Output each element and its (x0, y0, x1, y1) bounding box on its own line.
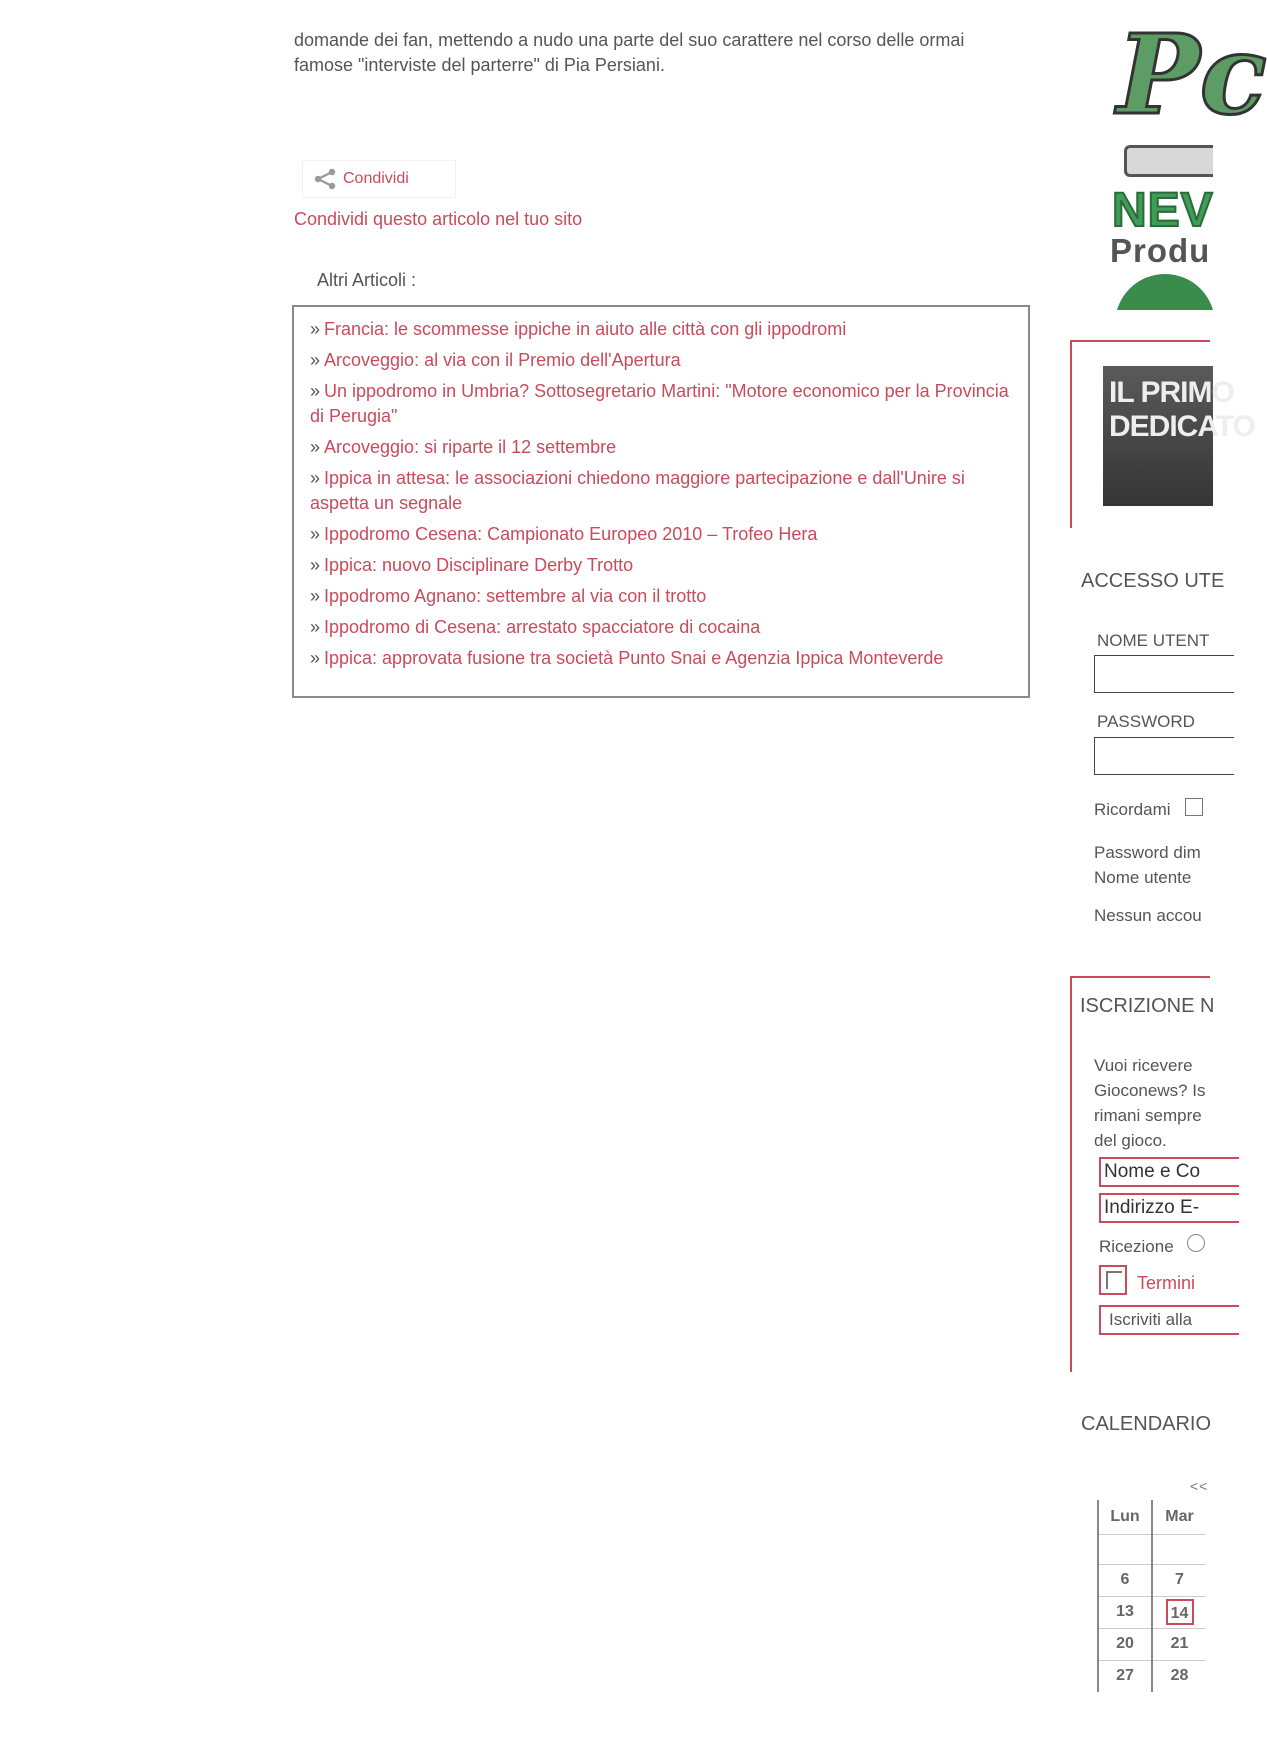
calendar-day-number: 14 (1166, 1599, 1194, 1625)
related-article-link[interactable]: Un ippodromo in Umbria? Sottosegretario Martini: "Motore economico per la Provincia di Perugia" (310, 381, 1009, 426)
related-article-item (310, 646, 1012, 671)
password-input[interactable] (1094, 737, 1234, 775)
calendar-day-number: 7 (1175, 1571, 1184, 1588)
bullet-icon: » (310, 381, 321, 401)
newsletter-name-input[interactable]: Nome e Co (1099, 1157, 1239, 1187)
related-article-item (310, 348, 1012, 373)
bullet-icon: » (310, 524, 321, 544)
calendar-day[interactable] (1098, 1660, 1152, 1692)
calendar-day-header: Lun (1098, 1500, 1152, 1534)
share-icon (313, 167, 337, 191)
promo-banner[interactable] (1103, 366, 1255, 506)
related-articles-list (310, 317, 1012, 671)
related-article-link[interactable]: Ippica: nuovo Disciplinare Derby Trotto (324, 555, 634, 575)
newsletter-submit-button[interactable]: Iscriviti alla (1099, 1305, 1239, 1335)
related-article-link[interactable]: Ippica in attesa: le associazioni chiedono maggiore partecipazione e dall'Unire si aspetta un segnale (310, 468, 965, 513)
related-articles-box (292, 305, 1030, 698)
calendar-day-number: 21 (1170, 1635, 1189, 1652)
calendar-day-number: 6 (1120, 1571, 1130, 1588)
bullet-icon: » (310, 586, 321, 606)
related-article-item (310, 379, 1012, 429)
related-article-item (310, 584, 1012, 609)
calendar-day-number: 27 (1116, 1667, 1134, 1685)
username-label: NOME UTENT (1097, 631, 1210, 650)
related-article-item (310, 553, 1012, 578)
login-title: ACCESSO UTE (1081, 570, 1225, 592)
reception-radio[interactable] (1187, 1234, 1205, 1252)
calendar-title: CALENDARIO (1081, 1413, 1212, 1435)
embed-article-link[interactable]: Condividi questo articolo nel tuo sito (294, 209, 583, 229)
bullet-icon: » (310, 555, 321, 575)
calendar-day-number: 20 (1116, 1635, 1134, 1652)
related-article-link[interactable]: Ippodromo di Cesena: arrestato spacciatore di cocaina (324, 617, 761, 637)
reception-label: Ricezione (1099, 1237, 1174, 1256)
share-button[interactable] (302, 160, 456, 198)
forgot-password-link[interactable]: Password dim (1094, 843, 1201, 862)
related-article-link[interactable]: Arcoveggio: al via con il Premio dell'Apertura (324, 350, 681, 370)
register-link[interactable]: Nessun accou (1094, 906, 1202, 925)
terms-checkbox[interactable] (1099, 1265, 1127, 1295)
related-articles-title: Altri Articoli : (317, 270, 417, 290)
related-article-link[interactable]: Francia: le scommesse ippiche in aiuto alle città con gli ippodromi (324, 319, 847, 339)
article-text-line: domande dei fan, mettendo a nudo una parte del suo carattere nel corso delle ormai (294, 30, 965, 50)
calendar-empty-cell (1098, 1534, 1152, 1564)
article-text (294, 28, 1014, 78)
logo-new-text: NEV (1112, 184, 1214, 237)
related-article-item (310, 435, 1012, 460)
newsletter-email-input[interactable]: Indirizzo E- (1099, 1193, 1239, 1223)
logo-letters: Pc (1117, 10, 1267, 139)
related-article-link[interactable]: Ippodromo Cesena: Campionato Europeo 2010 – Trofeo Hera (324, 524, 818, 544)
share-label: Condividi (343, 170, 409, 187)
promo-line: DEDICATO (1109, 410, 1255, 443)
related-article-link[interactable]: Ippica: approvata fusione tra società Punto Snai e Agenzia Ippica Monteverde (324, 648, 944, 668)
related-article-item (310, 615, 1012, 640)
newsletter-desc: Vuoi ricevere (1094, 1056, 1193, 1075)
bullet-icon: » (310, 437, 321, 457)
calendar-day[interactable] (1152, 1596, 1206, 1628)
remember-checkbox[interactable] (1185, 798, 1203, 816)
logo-bar (1124, 145, 1213, 177)
calendar-day[interactable] (1152, 1628, 1206, 1660)
newsletter-desc: Gioconews? Is (1094, 1081, 1206, 1100)
calendar-day-number: 13 (1116, 1603, 1134, 1620)
article-text-line: famose "interviste del parterre" di Pia Persiani. (294, 55, 665, 75)
bullet-icon: » (310, 319, 321, 339)
related-article-link[interactable]: Arcoveggio: si riparte il 12 settembre (324, 437, 617, 457)
calendar-day[interactable] (1152, 1564, 1206, 1596)
newsletter-title: ISCRIZIONE N (1080, 995, 1215, 1017)
related-article-item (310, 466, 1012, 516)
related-article-link[interactable]: Ippodromo Agnano: settembre al via con il trotto (324, 586, 707, 606)
newsletter-desc: rimani sempre (1094, 1106, 1202, 1125)
calendar-day[interactable] (1098, 1596, 1152, 1628)
logo-swoosh (1115, 274, 1215, 334)
related-article-item (310, 317, 1012, 342)
username-input[interactable] (1094, 655, 1234, 693)
bullet-icon: » (310, 617, 321, 637)
terms-link[interactable]: Termini (1137, 1273, 1196, 1293)
remember-label: Ricordami (1094, 800, 1171, 819)
calendar-prev-button[interactable]: << (1190, 1478, 1209, 1494)
forgot-username-link[interactable]: Nome utente (1094, 868, 1192, 887)
promo-line: IL PRIMO (1109, 376, 1234, 409)
bullet-icon: » (310, 468, 321, 488)
bullet-icon: » (310, 648, 321, 668)
calendar-empty-cell (1152, 1534, 1206, 1564)
calendar-day[interactable] (1152, 1660, 1206, 1692)
bullet-icon: » (310, 350, 321, 370)
calendar-day-number: 28 (1170, 1667, 1189, 1685)
logo-prod-text: Produ (1110, 232, 1211, 269)
calendar-table (1097, 1500, 1206, 1692)
related-article-item (310, 522, 1012, 547)
newsletter-desc: del gioco. (1094, 1131, 1167, 1150)
calendar-day[interactable] (1098, 1564, 1152, 1596)
calendar-day[interactable] (1098, 1628, 1152, 1660)
promo-panel (1070, 340, 1255, 528)
calendar-day-header: Mar (1152, 1500, 1206, 1534)
password-label: PASSWORD (1097, 712, 1195, 731)
